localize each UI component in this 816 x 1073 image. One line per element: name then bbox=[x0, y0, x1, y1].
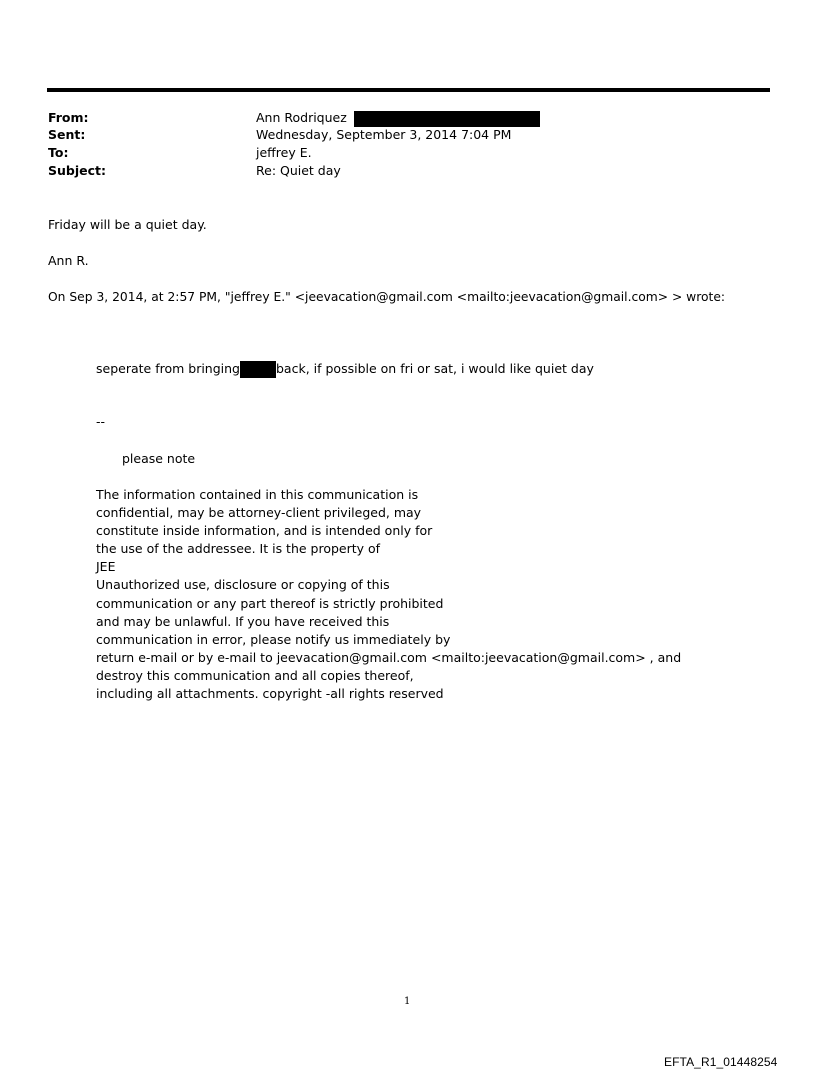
page-number: 1 bbox=[404, 996, 411, 1007]
disclaimer-line: return e-mail or by e-mail to jeevacation@gmail.com <mailto:jeevacation@gmail.com> , and bbox=[96, 649, 682, 665]
quoted-message-after: back, if possible on fri or sat, i would like quiet day bbox=[276, 361, 594, 376]
disclaimer-line: The information contained in this communication is bbox=[96, 487, 419, 502]
note-heading: please note bbox=[122, 451, 196, 466]
quote-intro: On Sep 3, 2014, at 2:57 PM, "jeffrey E." <jeevacation@gmail.com <mailto:jeevacation@gmail.com> > wrote: bbox=[48, 290, 726, 304]
redaction-box bbox=[354, 111, 540, 127]
disclaimer-line: and may be unlawful. If you have received this bbox=[96, 613, 390, 629]
sent-value: Wednesday, September 3, 2014 7:04 PM bbox=[256, 127, 512, 142]
from-value bbox=[256, 109, 540, 127]
subject-label: Subject: bbox=[48, 163, 106, 178]
quoted-message bbox=[96, 360, 594, 378]
disclaimer-line: the use of the addressee. It is the property of bbox=[96, 541, 381, 557]
sender-name: Ann Rodriquez bbox=[256, 110, 347, 125]
subject-value: Re: Quiet day bbox=[256, 163, 341, 178]
header-rule bbox=[47, 88, 770, 92]
disclaimer-line: including all attachments. copyright -all rights reserved bbox=[96, 686, 444, 702]
from-label: From: bbox=[48, 110, 89, 125]
disclaimer-line: JEE bbox=[96, 559, 116, 575]
disclaimer-line: constitute inside information, and is intended only for bbox=[96, 523, 433, 539]
signature-separator: -- bbox=[96, 414, 106, 429]
disclaimer-line: Unauthorized use, disclosure or copying of this bbox=[96, 577, 390, 593]
disclaimer-line: communication or any part thereof is strictly prohibited bbox=[96, 595, 444, 611]
document-id: EFTA_R1_01448254 bbox=[664, 1055, 778, 1069]
disclaimer-text bbox=[96, 486, 681, 703]
to-label: To: bbox=[48, 145, 69, 160]
disclaimer-line: communication in error, please notify us immediately by bbox=[96, 631, 451, 647]
redaction-box bbox=[240, 361, 276, 378]
disclaimer-line: destroy this communication and all copies thereof, bbox=[96, 667, 414, 683]
to-value: jeffrey E. bbox=[256, 145, 312, 160]
quoted-message-before: seperate from bringing bbox=[96, 361, 240, 376]
reply-signature: Ann R. bbox=[48, 253, 89, 268]
disclaimer-line: confidential, may be attorney-client privileged, may bbox=[96, 505, 422, 521]
sent-label: Sent: bbox=[48, 127, 86, 142]
reply-line: Friday will be a quiet day. bbox=[48, 217, 207, 232]
